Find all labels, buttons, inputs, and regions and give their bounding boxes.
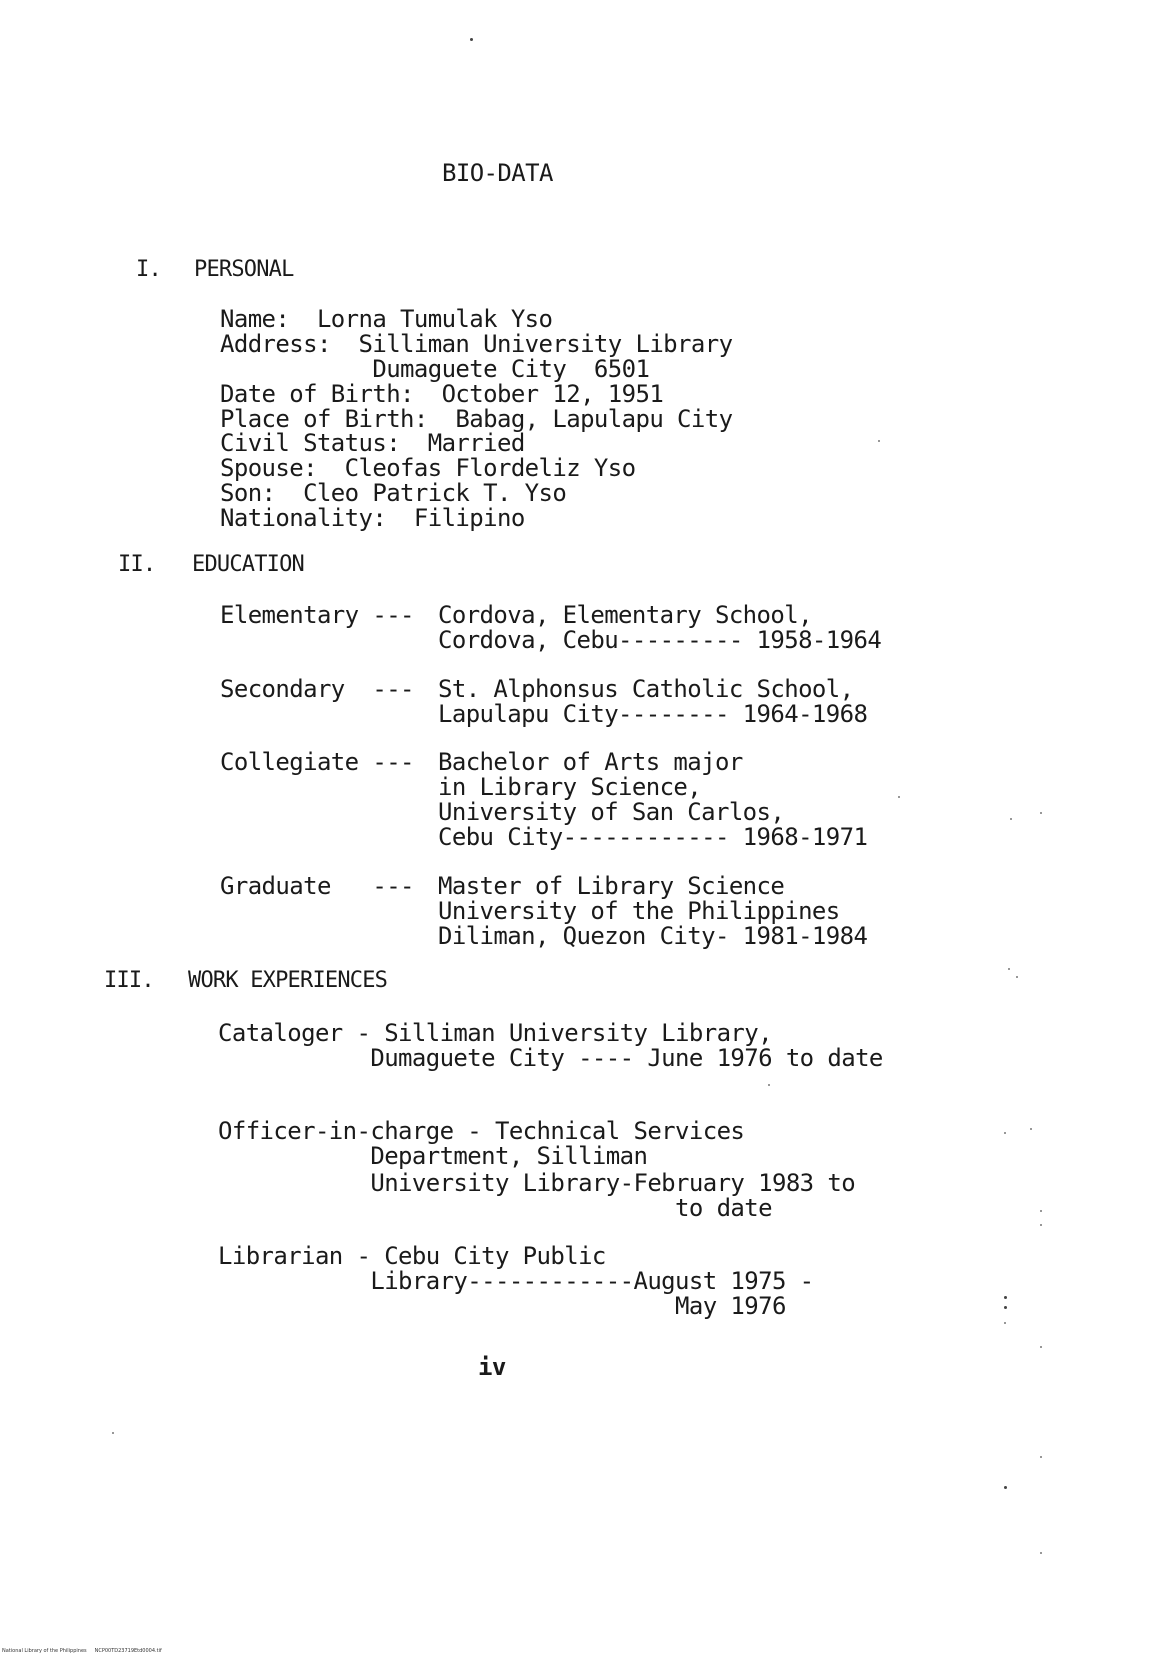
section-heading-education: EDUCATION bbox=[192, 552, 305, 577]
education-collegiate-line: Bachelor of Arts major bbox=[438, 748, 743, 776]
education-graduate-line: Diliman, Quezon City- 1981-1984 bbox=[438, 922, 868, 950]
personal-civil-status: Civil Status: Married bbox=[220, 429, 525, 457]
education-collegiate-line: University of San Carlos, bbox=[438, 798, 785, 826]
scan-speck bbox=[1030, 1128, 1032, 1130]
scan-speck bbox=[1004, 1132, 1006, 1134]
scan-speck bbox=[1004, 1486, 1007, 1489]
section-numeral-education: II. bbox=[118, 552, 156, 577]
scan-speck bbox=[1040, 1552, 1042, 1554]
education-elementary-line: Cordova, Cebu--------- 1958-1964 bbox=[438, 626, 882, 654]
education-label-graduate: Graduate --- bbox=[220, 872, 414, 900]
scan-speck bbox=[1016, 976, 1018, 978]
work-cataloger-line: Dumaguete City ---- June 1976 to date bbox=[218, 1044, 883, 1072]
work-officer-line: Officer-in-charge - Technical Services bbox=[218, 1117, 745, 1145]
section-heading-personal: PERSONAL bbox=[194, 257, 294, 282]
personal-nationality: Nationality: Filipino bbox=[220, 504, 525, 532]
work-librarian-line: May 1976 bbox=[218, 1292, 786, 1320]
education-graduate-line: University of the Philippines bbox=[438, 897, 840, 925]
work-officer-line: University Library-February 1983 to bbox=[218, 1169, 856, 1197]
scan-speck bbox=[1040, 812, 1042, 814]
education-label-collegiate: Collegiate --- bbox=[220, 748, 414, 776]
scan-speck bbox=[1040, 1456, 1042, 1458]
scan-speck bbox=[878, 440, 880, 442]
education-elementary-line: Cordova, Elementary School, bbox=[438, 601, 812, 629]
education-collegiate-line: in Library Science, bbox=[438, 773, 702, 801]
scan-speck bbox=[1004, 1306, 1007, 1309]
scan-speck bbox=[1040, 1346, 1042, 1348]
scan-footer: National Library of the Philippines NCP00TD23719Etd0004.tif bbox=[2, 1648, 162, 1654]
scan-speck bbox=[768, 1084, 770, 1086]
personal-name: Name: Lorna Tumulak Yso bbox=[220, 305, 553, 333]
education-graduate-line: Master of Library Science bbox=[438, 872, 785, 900]
work-librarian-line: Library------------August 1975 - bbox=[218, 1267, 814, 1295]
section-numeral-work: III. bbox=[104, 968, 154, 993]
page-title: BIO-DATA bbox=[442, 159, 553, 187]
personal-spouse: Spouse: Cleofas Flordeliz Yso bbox=[220, 454, 636, 482]
work-cataloger-line: Cataloger - Silliman University Library, bbox=[218, 1019, 772, 1047]
personal-place-of-birth: Place of Birth: Babag, Lapulapu City bbox=[220, 405, 733, 433]
scan-speck bbox=[898, 796, 900, 798]
scan-speck bbox=[1008, 968, 1010, 970]
scan-speck bbox=[1040, 1210, 1042, 1212]
education-secondary-line: Lapulapu City-------- 1964-1968 bbox=[438, 700, 868, 728]
scan-speck bbox=[112, 1432, 114, 1434]
page-number: iv bbox=[478, 1353, 506, 1381]
education-collegiate-line: Cebu City------------ 1968-1971 bbox=[438, 823, 868, 851]
work-officer-line: to date bbox=[218, 1194, 772, 1222]
scan-speck bbox=[470, 38, 473, 41]
scan-speck bbox=[1004, 1322, 1006, 1324]
scan-speck bbox=[1010, 818, 1012, 820]
personal-date-of-birth: Date of Birth: October 12, 1951 bbox=[220, 380, 664, 408]
scan-speck bbox=[1040, 1224, 1042, 1226]
education-label-secondary: Secondary --- bbox=[220, 675, 414, 703]
personal-address: Address: Silliman University Library bbox=[220, 330, 733, 358]
scan-speck bbox=[1004, 1296, 1007, 1299]
education-label-elementary: Elementary --- bbox=[220, 601, 414, 629]
personal-address-cont: Dumaguete City 6501 bbox=[220, 355, 650, 383]
section-numeral-personal: I. bbox=[136, 257, 161, 282]
section-heading-work: WORK EXPERIENCES bbox=[188, 968, 388, 993]
work-librarian-line: Librarian - Cebu City Public bbox=[218, 1242, 606, 1270]
work-officer-line: Department, Silliman bbox=[218, 1142, 648, 1170]
personal-son: Son: Cleo Patrick T. Yso bbox=[220, 479, 567, 507]
education-secondary-line: St. Alphonsus Catholic School, bbox=[438, 675, 854, 703]
